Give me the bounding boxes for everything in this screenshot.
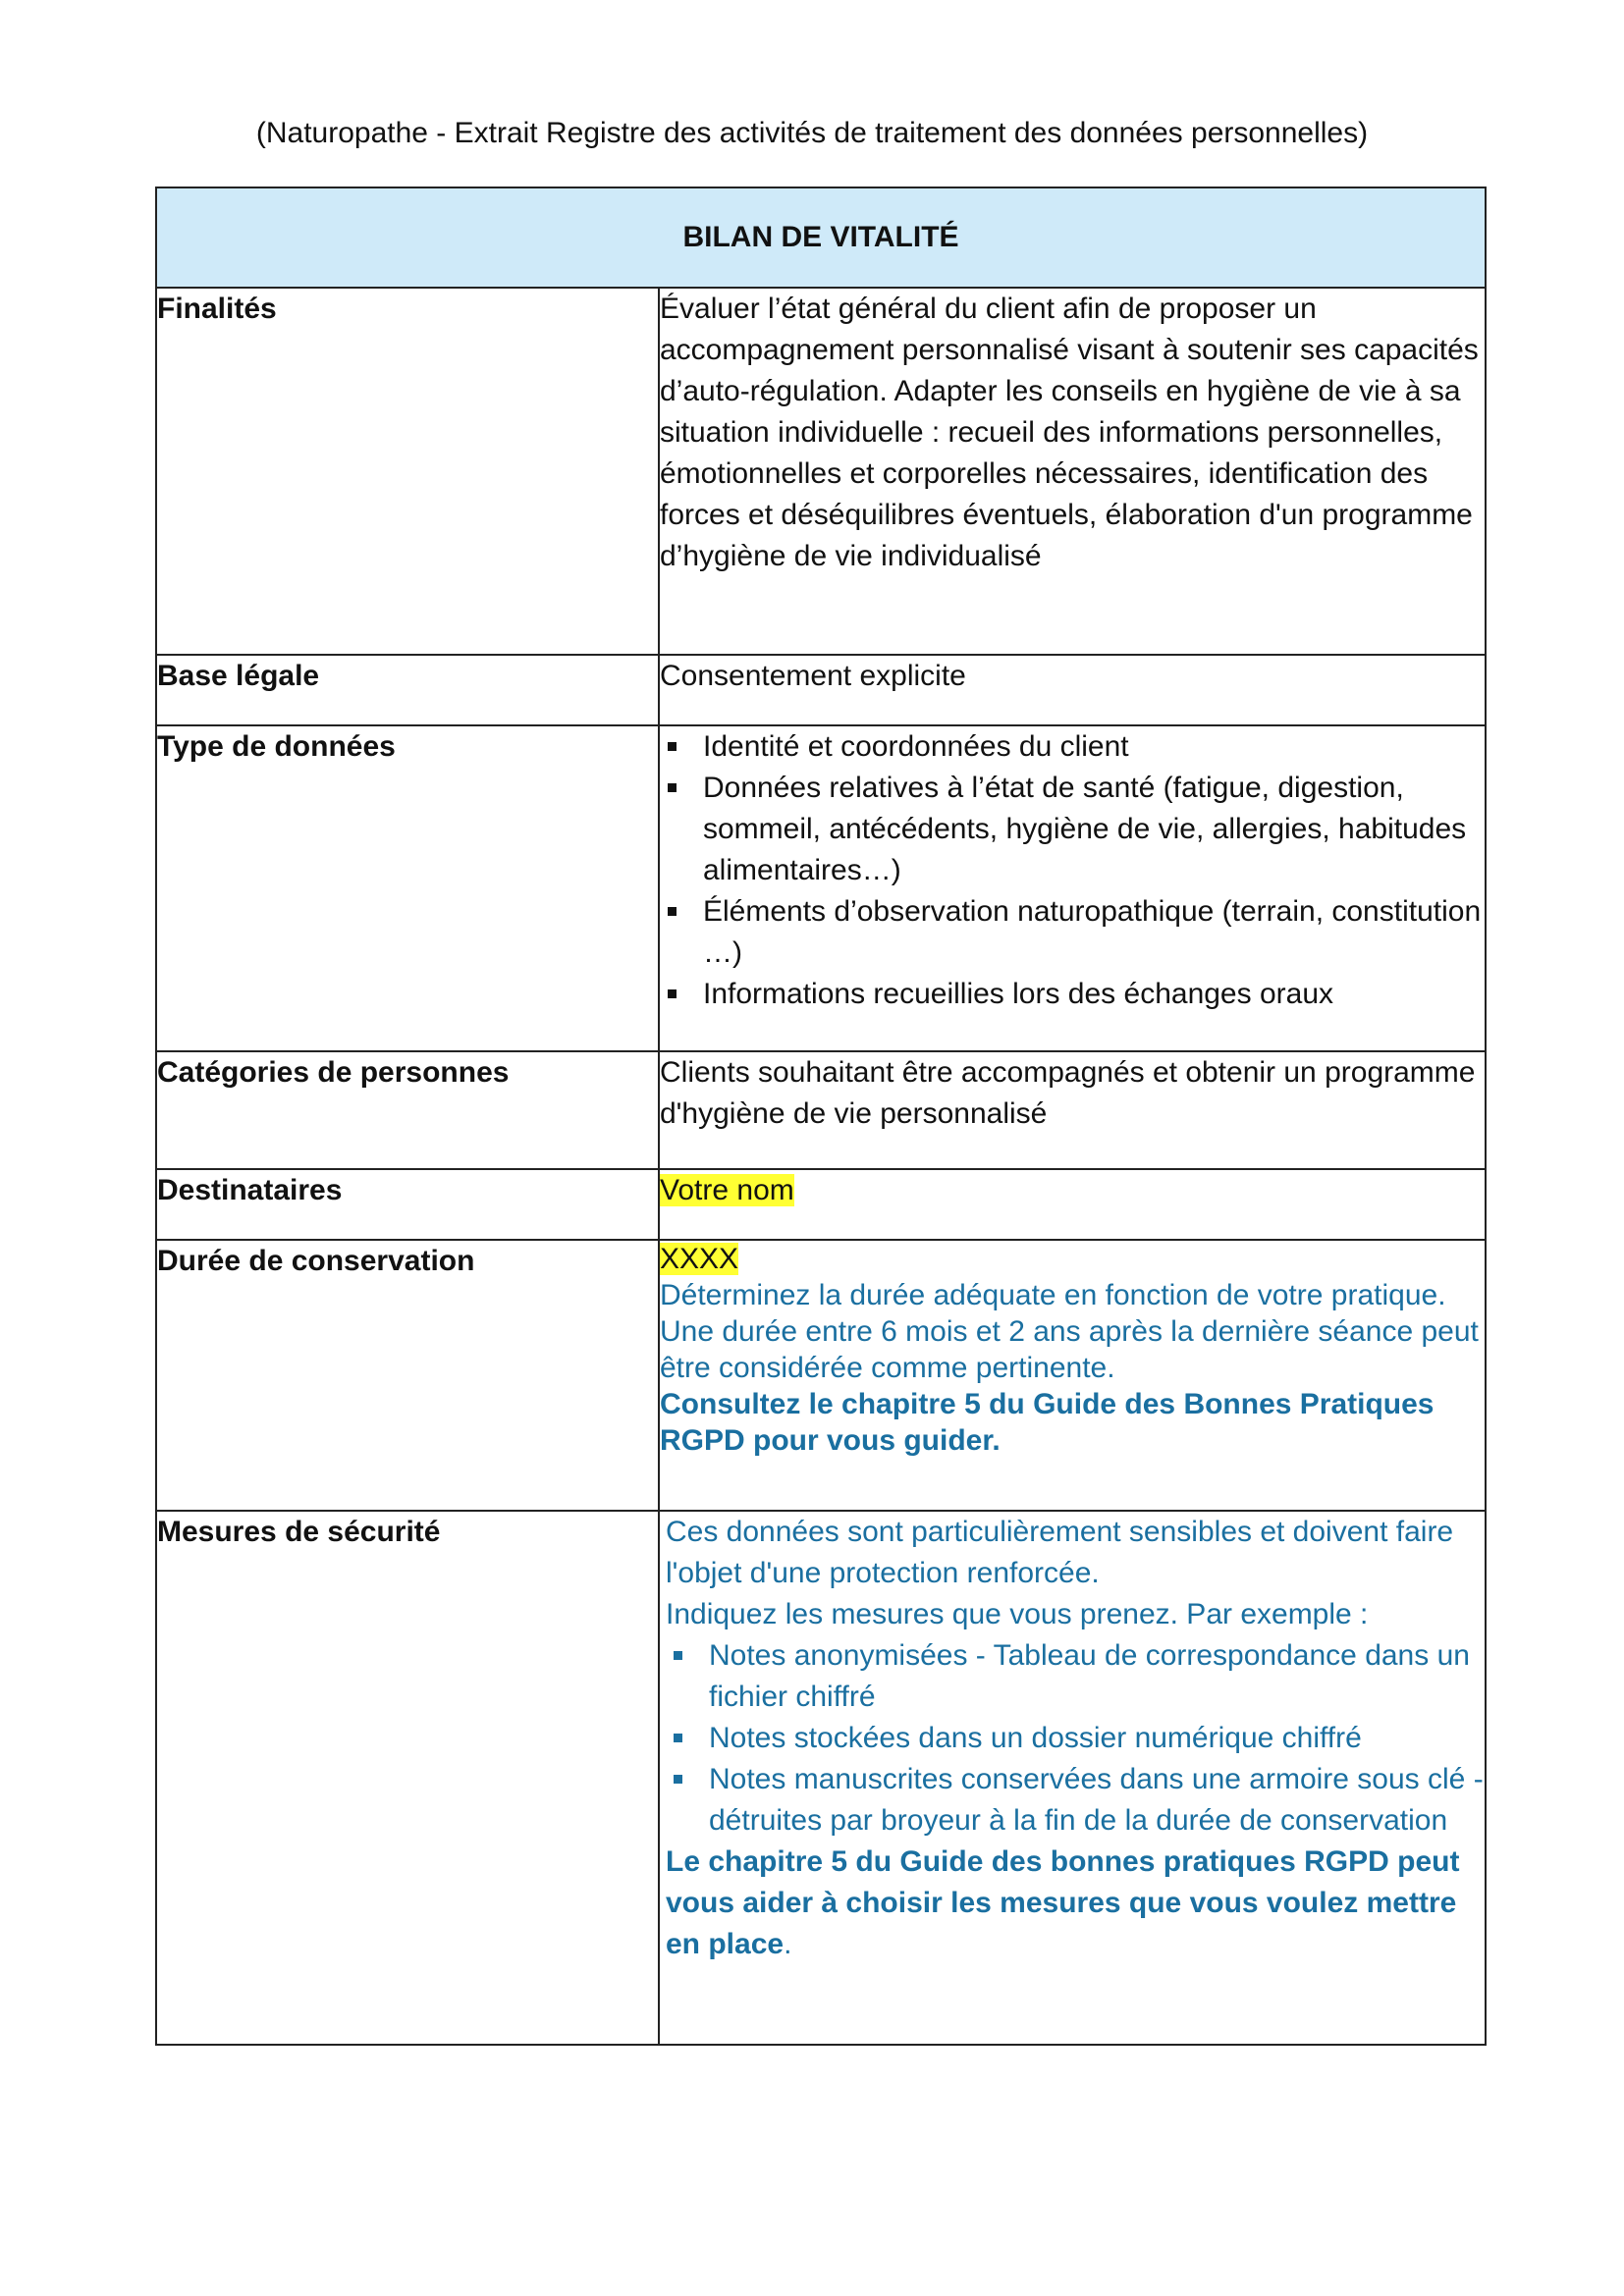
destinataires-value xyxy=(659,1169,1486,1240)
square-bullet-icon xyxy=(668,907,677,916)
mesures-guidance-bold: Le chapitre 5 du Guide des bonnes pratiques RGPD peut vous aider à choisir les mesures que vous voulez mettre en place xyxy=(666,1845,1460,1960)
page-header: (Naturopathe - Extrait Registre des activités de traitement des données personnelles) xyxy=(255,117,1369,149)
mesures-guidance-end: . xyxy=(784,1928,792,1960)
table-row xyxy=(156,655,1486,725)
square-bullet-icon xyxy=(674,1651,682,1660)
title-row xyxy=(156,187,1486,288)
table-title: BILAN DE VITALITÉ xyxy=(156,187,1486,288)
duree-placeholder: XXXX xyxy=(660,1243,739,1275)
list-item: Notes anonymisées - Tableau de correspondance dans un fichier chiffré xyxy=(666,1635,1485,1718)
mesures-guidance xyxy=(666,1842,1485,1965)
table-row xyxy=(156,725,1486,1051)
list-item: Identité et coordonnées du client xyxy=(660,726,1485,768)
categories-label: Catégories de personnes xyxy=(156,1051,659,1169)
mesures-value xyxy=(659,1511,1486,2045)
square-bullet-icon xyxy=(674,1734,682,1742)
table-row xyxy=(156,1240,1486,1511)
mesures-label: Mesures de sécurité xyxy=(156,1511,659,2045)
destinataires-label: Destinataires xyxy=(156,1169,659,1240)
type-donnees-label: Type de données xyxy=(156,725,659,1051)
duree-value xyxy=(659,1240,1486,1511)
duree-label: Durée de conservation xyxy=(156,1240,659,1511)
table-row xyxy=(156,1511,1486,2045)
base-legale-value: Consentement explicite xyxy=(659,655,1486,725)
type-donnees-value xyxy=(659,725,1486,1051)
square-bullet-icon xyxy=(674,1775,682,1784)
finalites-label: Finalités xyxy=(156,288,659,655)
duree-guidance-bold: Consultez le chapitre 5 du Guide des Bonnes Pratiques RGPD pour vous guider. xyxy=(660,1388,1435,1457)
mesures-intro-2: Indiquez les mesures que vous prenez. Par exemple : xyxy=(666,1598,1369,1630)
table-row xyxy=(156,1169,1486,1240)
destinataires-placeholder: Votre nom xyxy=(660,1174,794,1206)
duree-guidance-1: Déterminez la durée adéquate en fonction de votre pratique. xyxy=(660,1279,1446,1311)
register-table xyxy=(155,187,1487,2046)
list-item: Notes stockées dans un dossier numérique chiffré xyxy=(666,1718,1485,1759)
type-donnees-list xyxy=(660,726,1485,1015)
list-item: Notes manuscrites conservées dans une armoire sous clé - détruites par broyeur à la fin de la durée de conservation xyxy=(666,1759,1485,1842)
table-row xyxy=(156,288,1486,655)
categories-value: Clients souhaitant être accompagnés et obtenir un programme d'hygiène de vie personnalisé xyxy=(659,1051,1486,1169)
list-item: Données relatives à l’état de santé (fatigue, digestion, sommeil, antécédents, hygiène de vie, allergies, habitudes alimentaires…) xyxy=(660,768,1485,891)
mesures-list xyxy=(666,1635,1485,1842)
square-bullet-icon xyxy=(668,783,677,792)
square-bullet-icon xyxy=(668,989,677,998)
list-item: Informations recueillies lors des échanges oraux xyxy=(660,974,1485,1015)
table-row xyxy=(156,1051,1486,1169)
mesures-intro-1: Ces données sont particulièrement sensibles et doivent faire l'objet d'une protection renforcée. xyxy=(666,1516,1454,1589)
list-item: Éléments d’observation naturopathique (terrain, constitution …) xyxy=(660,891,1485,974)
base-legale-label: Base légale xyxy=(156,655,659,725)
square-bullet-icon xyxy=(668,742,677,751)
finalites-value: Évaluer l’état général du client afin de proposer un accompagnement personnalisé visant à soutenir ses capacités d’auto-régulation. Adapter les conseils en hygiène de vie à sa situation individuelle : recueil des informations personnelles, émotionnelles et corporelles nécessaires, identification des forces et déséquilibres éventuels, élaboration d'un programme d’hygiène de vie individualisé xyxy=(659,288,1486,655)
duree-guidance-2: Une durée entre 6 mois et 2 ans après la dernière séance peut être considérée comme pertinente. xyxy=(660,1315,1479,1384)
